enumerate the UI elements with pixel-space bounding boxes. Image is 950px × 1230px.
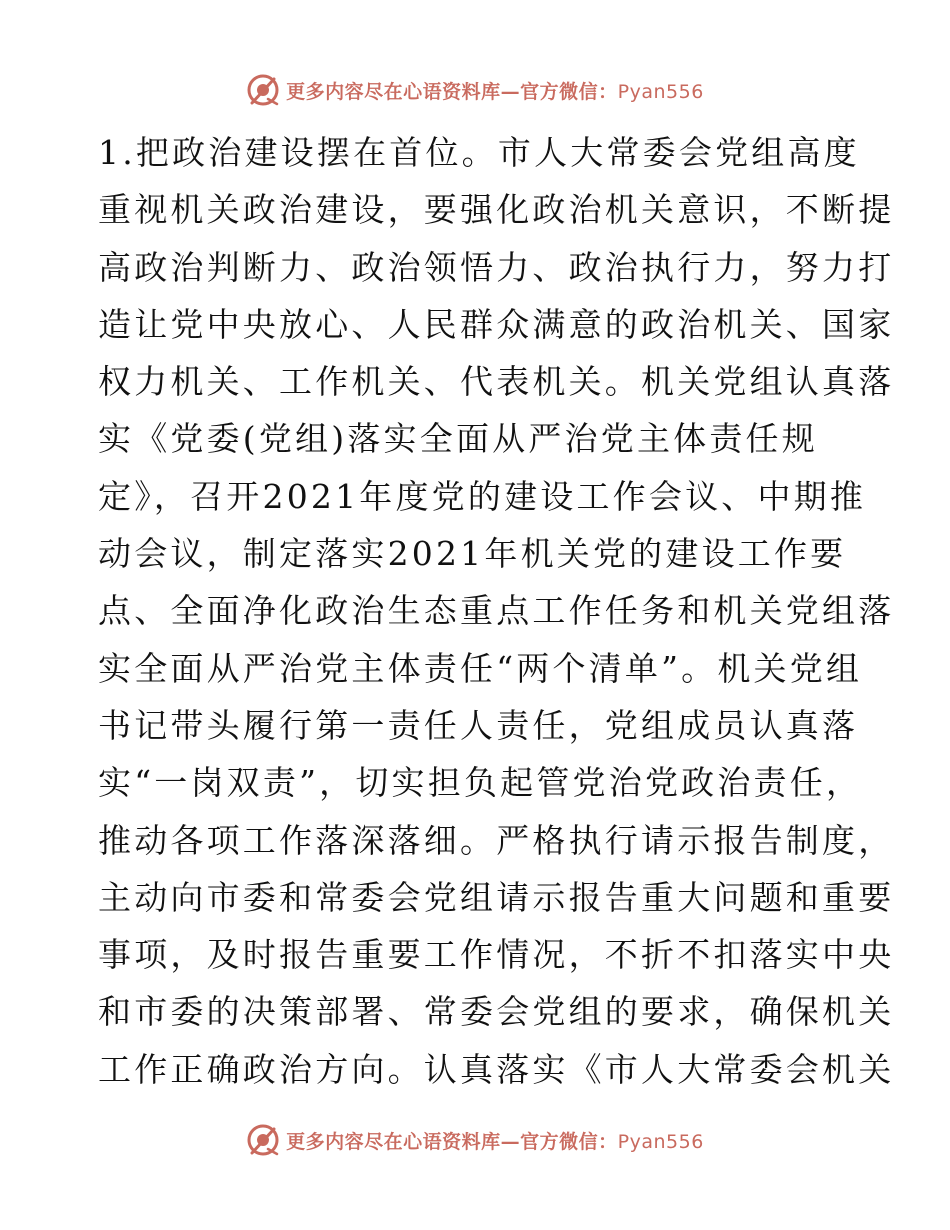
footer-watermark	[0, 1120, 950, 1160]
text-line: 工作正确政治方向。认真落实《市人大常委会机关	[98, 1049, 895, 1089]
text-line: 实“一岗双责”，切实担负起管党治党政治责任，	[98, 763, 863, 803]
text-line: 点、全面净化政治生态重点工作任务和机关党组落	[98, 591, 895, 631]
text-line: 推动各项工作落深落细。严格执行请示报告制度，	[98, 820, 895, 860]
watermark-handle: Pyan556	[617, 1130, 704, 1153]
text-line: 书记带头履行第一责任人责任，党组成员认真落	[98, 705, 859, 745]
text-line: 实全面从严治党主体责任“两个清单”。机关党组	[98, 648, 863, 688]
header-watermark	[0, 70, 950, 110]
text-line: 1.把政治建设摆在首位。市人大常委会党组高度	[98, 133, 860, 172]
text-line: 权力机关、工作机关、代表机关。机关党组认真落	[98, 362, 895, 402]
text-line: 造让党中央放心、人民群众满意的政治机关、国家	[98, 304, 895, 344]
document-body	[98, 124, 895, 1098]
text-line: 事项，及时报告重要工作情况，不折不扣落实中央	[98, 935, 895, 975]
brush-logo-icon	[246, 1123, 280, 1157]
text-line: 实《党委(党组)落实全面从严治党主体责任规	[98, 419, 818, 459]
text-line: 定》，召开2021年度党的建设工作会议、中期推	[98, 476, 867, 516]
text-line: 重视机关政治建设，要强化政治机关意识，不断提	[98, 190, 895, 230]
text-line: 动会议，制定落实2021年机关党的建设工作要	[98, 534, 847, 574]
text-line: 主动向市委和常委会党组请示报告重大问题和重要	[98, 877, 895, 917]
brush-logo-icon	[246, 73, 280, 107]
watermark-handle: Pyan556	[617, 80, 704, 103]
watermark-text: 更多内容尽在心语资料库—官方微信：Pyan556	[286, 1130, 704, 1153]
text-line: 高政治判断力、政治领悟力、政治执行力，努力打	[98, 247, 895, 287]
text-line: 和市委的决策部署、常委会党组的要求，确保机关	[98, 992, 895, 1032]
watermark-text: 更多内容尽在心语资料库—官方微信：Pyan556	[286, 80, 704, 103]
